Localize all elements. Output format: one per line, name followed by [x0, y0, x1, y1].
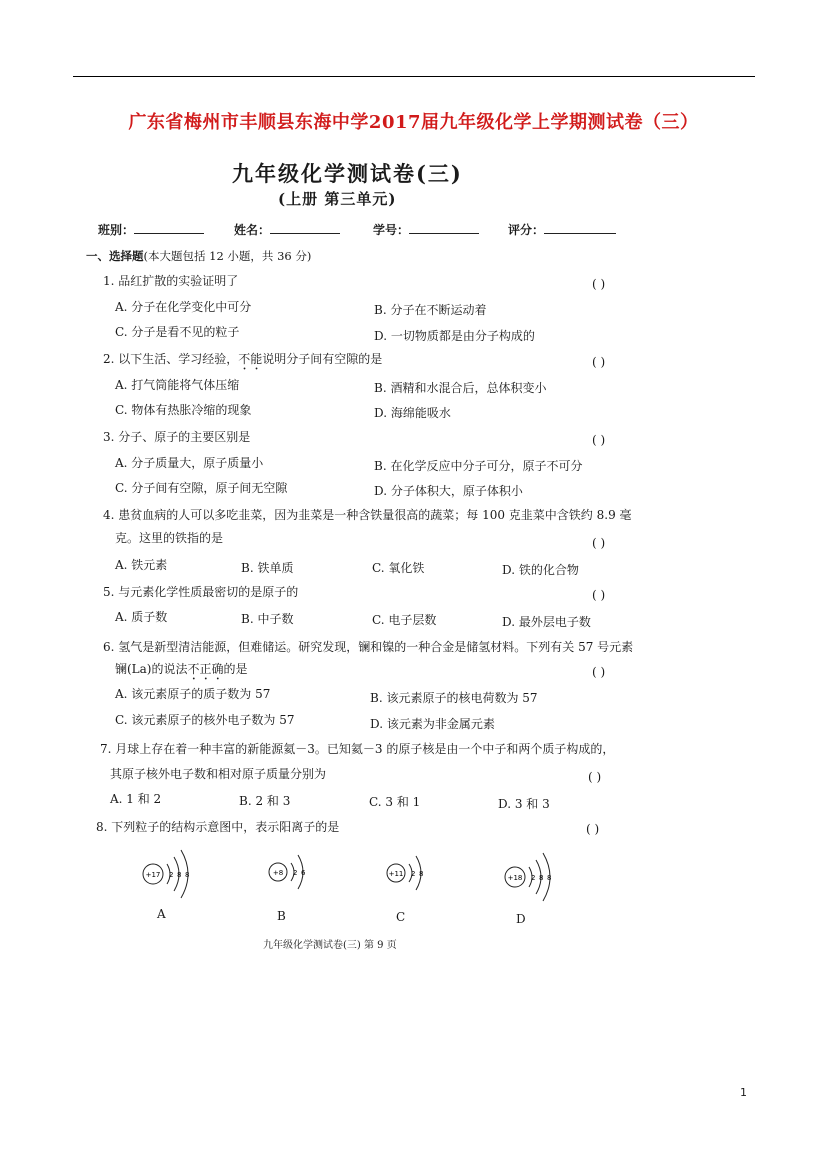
q2-stem-emphasis: 不能 [238, 352, 263, 366]
question-6-stem-line2 [115, 660, 248, 683]
question-8-answer-blank[interactable]: ( ) [586, 822, 600, 836]
q7-option-c: C. 3 和 1 [369, 795, 421, 809]
q6-option-b: B. 该元素原子的核电荷数为 57 [370, 691, 538, 705]
number-label: 学号： [373, 223, 410, 237]
question-7-stem-line1: 7. 月球上存在着一种丰富的新能源氦－3。已知氦－3 的原子核是由一个中子和两个质子构成的， [100, 742, 615, 756]
score-blank[interactable] [544, 221, 616, 234]
q4-option-c: C. 氧化铁 [372, 561, 425, 575]
q6-option-c: C. 该元素原子的核外电子数为 57 [115, 713, 295, 727]
electron-count: 2 [293, 869, 298, 877]
number-field [373, 221, 479, 238]
question-2-stem [103, 350, 382, 373]
q3-option-b: B. 在化学反应中分子可分，原子不可分 [374, 459, 583, 473]
electron-count: 2 [169, 871, 174, 879]
q5-option-a: A. 质子数 [115, 610, 168, 624]
q5-option-d: D. 最外层电子数 [502, 615, 591, 629]
q2-stem-part: 说明分子间有空隙的是 [262, 352, 383, 366]
diagram-b-label: B [277, 909, 286, 923]
atom-diagram-a [140, 840, 200, 904]
name-blank[interactable] [270, 221, 340, 234]
q6-stem-part: 镧(La)的说法 [115, 662, 188, 676]
nucleus-charge: +8 [272, 869, 284, 877]
electron-count: 2 [531, 874, 536, 882]
diagram-a-label: A [157, 907, 166, 921]
q1-option-a: A. 分子在化学变化中可分 [115, 300, 252, 314]
diagram-c-label: C [396, 910, 406, 924]
electron-count: 8 [539, 874, 544, 882]
q2-option-a: A. 打气筒能将气体压缩 [115, 378, 240, 392]
question-6-answer-blank[interactable]: ( ) [592, 665, 606, 679]
question-1-answer-blank[interactable]: ( ) [592, 277, 606, 291]
score-label: 评分： [508, 223, 545, 237]
q6-option-a: A. 该元素原子的质子数为 57 [115, 687, 271, 701]
question-2-answer-blank[interactable]: ( ) [592, 355, 606, 369]
question-5-answer-blank[interactable]: ( ) [592, 588, 606, 602]
q4-option-b: B. 铁单质 [241, 561, 294, 575]
class-field [98, 221, 204, 238]
diagram-d-label: D [516, 912, 526, 926]
q2-stem-part: 2. 以下生活、学习经验， [103, 352, 239, 366]
q4-option-d: D. 铁的化合物 [502, 563, 579, 577]
q1-option-d: D. 一切物质都是由分子构成的 [374, 329, 535, 343]
page-number: 1 [740, 1086, 747, 1099]
question-4-stem-line1: 4. 患贫血病的人可以多吃韭菜，因为韭菜是一种含铁量很高的蔬菜；每 100 克韭菜中含铁约 8.9 毫 [103, 508, 632, 522]
q6-stem-part: 的是 [223, 662, 248, 676]
q6-option-d: D. 该元素为非金属元素 [370, 717, 495, 731]
q3-option-d: D. 分子体积大，原子体积小 [374, 484, 523, 498]
electron-count: 2 [411, 870, 416, 878]
q2-option-c: C. 物体有热胀冷缩的现象 [115, 403, 252, 417]
q5-option-b: B. 中子数 [241, 612, 294, 626]
electron-count: 8 [185, 871, 190, 879]
q2-option-b: B. 酒精和水混合后，总体积变小 [374, 381, 547, 395]
class-blank[interactable] [134, 221, 204, 234]
score-field [508, 221, 616, 238]
scanned-exam-page [78, 145, 746, 960]
q1-option-c: C. 分子是看不见的粒子 [115, 325, 240, 339]
question-4-answer-blank[interactable]: ( ) [592, 536, 606, 550]
q7-option-d: D. 3 和 3 [498, 797, 550, 811]
question-3-stem: 3. 分子、原子的主要区别是 [103, 430, 251, 444]
scan-footer: 九年级化学测试卷(三) 第 9 页 [263, 940, 397, 951]
header-rule [73, 76, 755, 77]
name-field [234, 221, 340, 238]
q6-stem-emphasis: 不正确 [187, 662, 224, 676]
class-label: 班别： [98, 223, 135, 237]
section-note: (本大题包括 12 小题，共 36 分) [143, 249, 312, 263]
q7-option-a: A. 1 和 2 [110, 792, 162, 806]
electron-count: 6 [301, 869, 306, 877]
nucleus-charge: +11 [388, 870, 404, 878]
q1-option-b: B. 分子在不断运动着 [374, 303, 487, 317]
nucleus-charge: +18 [507, 874, 523, 882]
question-7-answer-blank[interactable]: ( ) [588, 770, 602, 784]
q5-option-c: C. 电子层数 [372, 613, 437, 627]
exam-subtitle: (上册 第三单元) [278, 190, 397, 208]
q3-option-c: C. 分子间有空隙，原子间无空隙 [115, 481, 288, 495]
exam-title: 九年级化学测试卷(三) [232, 161, 463, 186]
q2-option-d: D. 海绵能吸水 [374, 406, 451, 420]
number-blank[interactable] [409, 221, 479, 234]
question-3-answer-blank[interactable]: ( ) [592, 433, 606, 447]
q4-option-a: A. 铁元素 [115, 558, 168, 572]
electron-count: 8 [547, 874, 552, 882]
atom-diagram-b [266, 842, 316, 902]
section-title: 一、选择题 [86, 249, 144, 263]
nucleus-charge: +17 [145, 871, 161, 879]
question-5-stem: 5. 与元素化学性质最密切的是原子的 [103, 585, 299, 599]
question-4-stem-line2: 克。这里的铁指的是 [115, 531, 224, 545]
electron-count: 8 [177, 871, 182, 879]
question-8-stem: 8. 下列粒子的结构示意图中，表示阳离子的是 [96, 820, 340, 834]
q7-option-b: B. 2 和 3 [239, 794, 291, 808]
question-6-stem-line1: 6. 氢气是新型清洁能源，但难储运。研究发现，镧和镍的一种合金是储氢材料。下列有关 57 号元素 [103, 640, 634, 654]
question-1-stem: 1. 品红扩散的实验证明了 [103, 274, 239, 288]
electron-count: 8 [419, 870, 424, 878]
name-label: 姓名： [234, 223, 271, 237]
section-heading [86, 248, 311, 264]
question-7-stem-line2: 其原子核外电子数和相对原子质量分别为 [110, 767, 327, 781]
atom-diagram-c [384, 843, 434, 903]
document-title: 广东省梅州市丰顺县东海中学2017届九年级化学上学期测试卷（三） [128, 112, 699, 133]
atom-diagram-d [502, 843, 562, 907]
q3-option-a: A. 分子质量大，原子质量小 [115, 456, 264, 470]
